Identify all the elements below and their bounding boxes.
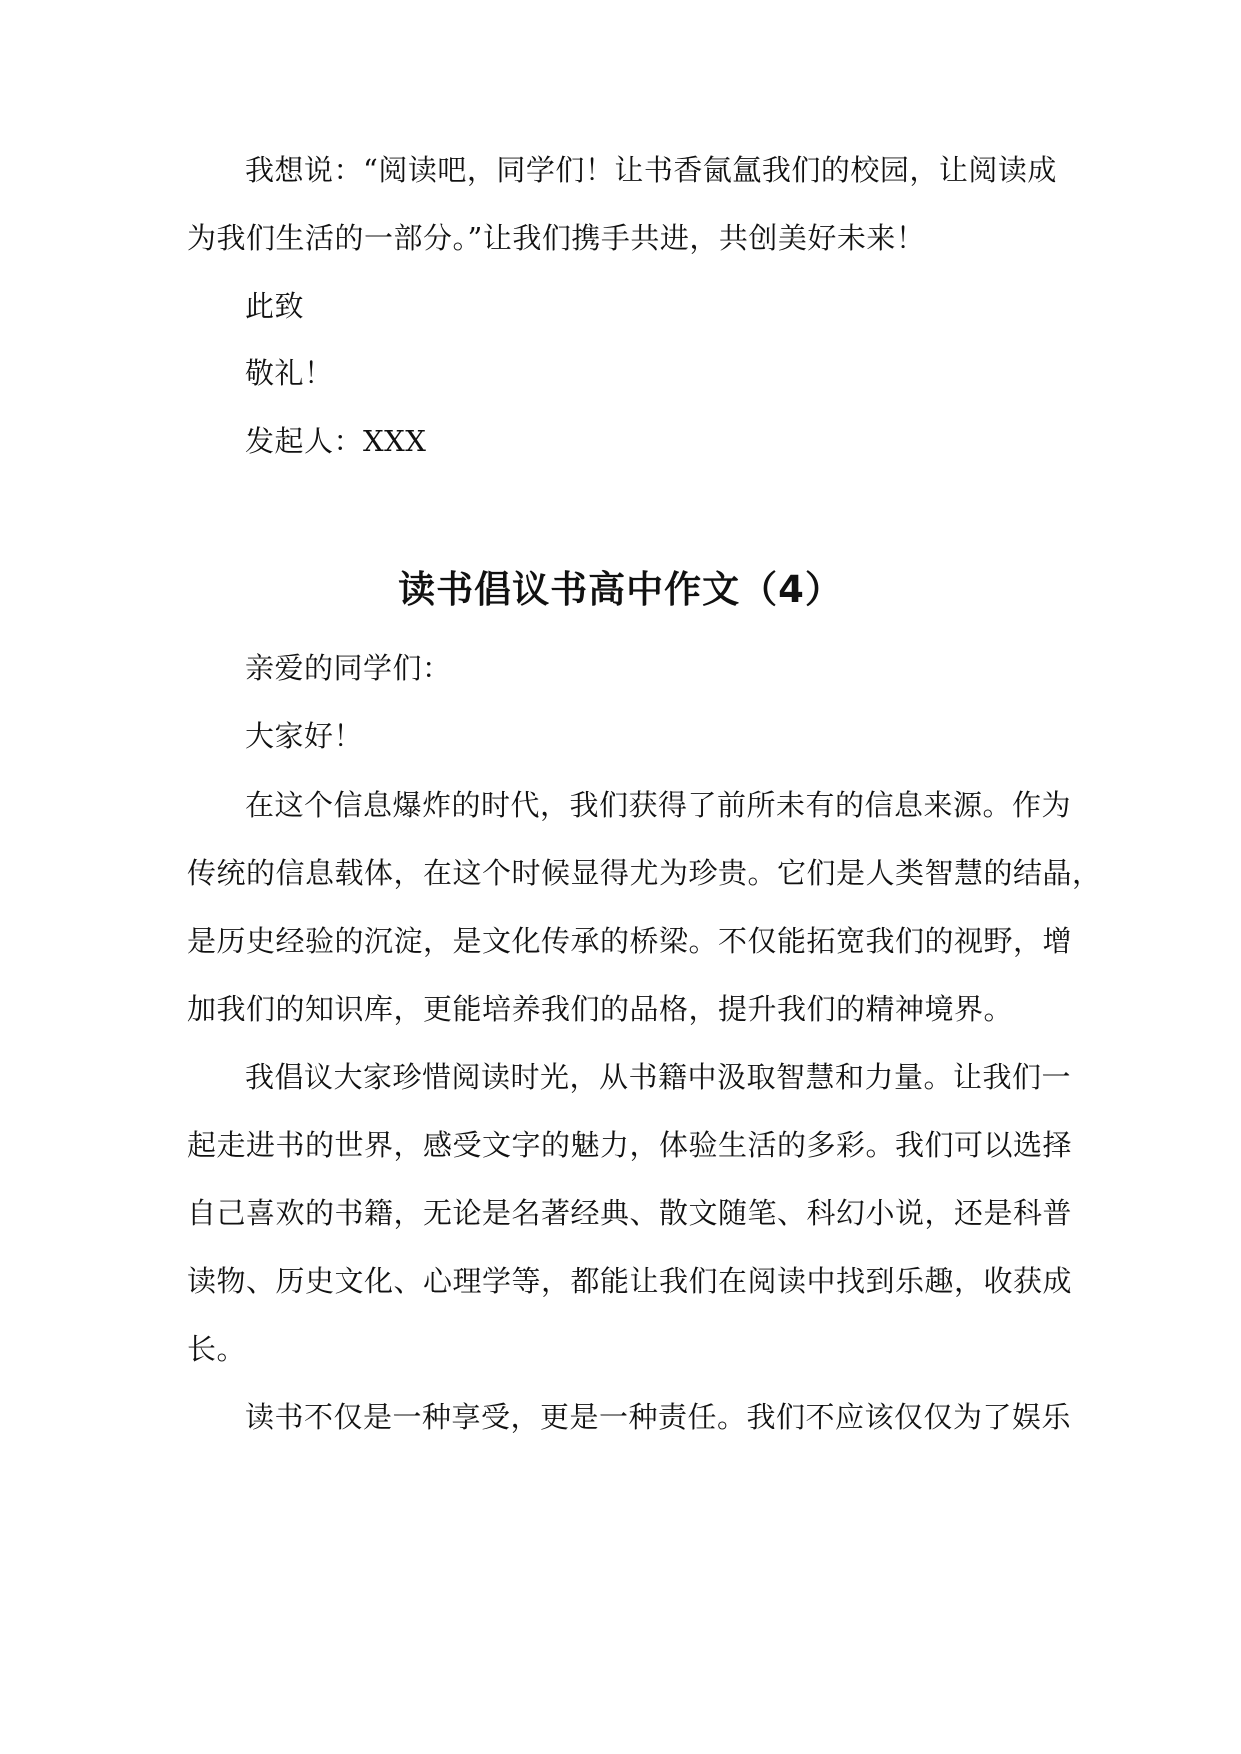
paragraph-line: 我想说：“阅读吧，同学们！让书香氤氲我们的校园，让阅读成 (245, 153, 1057, 187)
paragraph-line: 是历史经验的沉淀，是文化传承的桥梁。不仅能拓宽我们的视野，增 (187, 924, 1073, 958)
greeting: 亲爱的同学们： (245, 651, 452, 685)
paragraph-line: 为我们生活的一部分。”让我们携手共进，共创美好未来！ (187, 221, 926, 255)
closing-line: 敬礼！ (245, 356, 334, 390)
closing-line: 此致 (245, 289, 305, 323)
paragraph-line: 起走进书的世界，感受文字的魅力，体验生活的多彩。我们可以选择 (187, 1128, 1073, 1162)
paragraph-line: 在这个信息爆炸的时代，我们获得了前所未有的信息来源。作为 (245, 788, 1072, 822)
paragraph-line: 读物、历史文化、心理学等，都能让我们在阅读中找到乐趣，收获成 (187, 1264, 1073, 1298)
hello: 大家好！ (245, 719, 364, 753)
sponsor-line: 发起人：XXX (245, 424, 427, 458)
paragraph-line: 自己喜欢的书籍，无论是名著经典、散文随笔、科幻小说，还是科普 (187, 1196, 1073, 1230)
paragraph-line: 我倡议大家珍惜阅读时光，从书籍中汲取智慧和力量。让我们一 (245, 1060, 1072, 1094)
article-title: 读书倡议书高中作文（4） (398, 568, 843, 611)
paragraph-line: 长。 (187, 1332, 247, 1366)
paragraph-line: 传统的信息载体，在这个时候显得尤为珍贵。它们是人类智慧的结晶， (187, 856, 1102, 890)
paragraph-line: 读书不仅是一种享受，更是一种责任。我们不应该仅仅为了娱乐 (245, 1400, 1072, 1434)
paragraph-line: 加我们的知识库，更能培养我们的品格，提升我们的精神境界。 (187, 992, 1014, 1026)
